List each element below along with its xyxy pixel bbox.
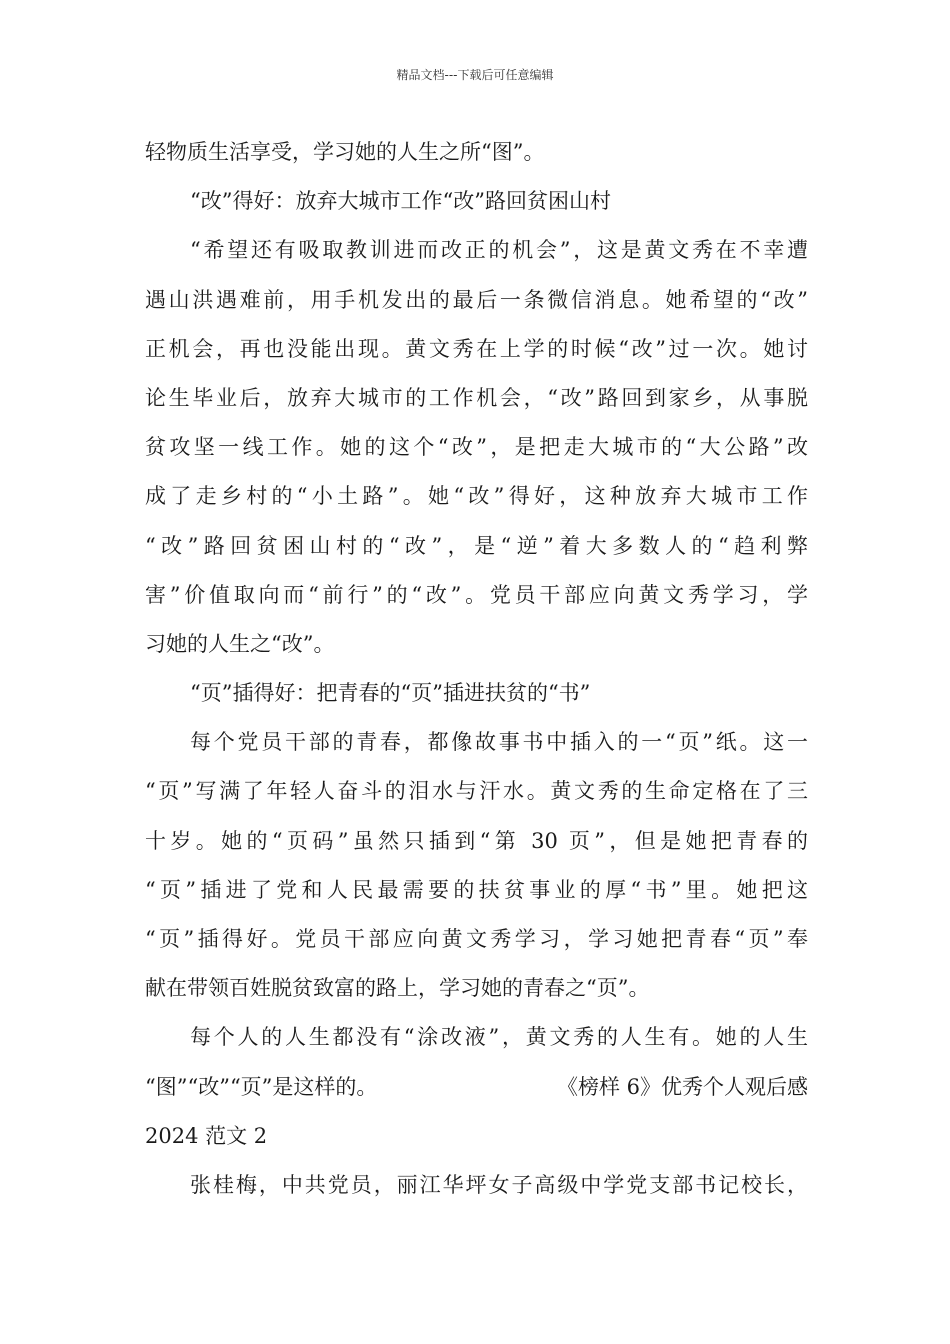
text-line: 献在带领百姓脱贫致富的路上，学习她的青春之“页”。 xyxy=(145,976,650,1001)
text-line: 张桂梅，中共党员，丽江华坪女子高级中学党支部书记校长， xyxy=(190,1172,808,1197)
text-line: 十岁。她的“页码”虽然只插到“第 30 页”，但是她把青春的 xyxy=(145,828,808,853)
document-body xyxy=(145,128,808,1210)
text-line: 正机会，再也没能出现。黄文秀在上学的时候“改”过一次。她讨 xyxy=(145,336,808,361)
text-line: “页”插得好：把青春的“页”插进扶贫的“书” xyxy=(190,681,591,706)
text-line: “改”路回贫困山村的“改”，是“逆”着大多数人的“趋利弊 xyxy=(145,533,808,558)
section-title-start: 《榜样 6》优秀个人观后感 xyxy=(556,1074,808,1099)
section-title-continuation: 2024 范文 2 xyxy=(145,1123,268,1148)
text-line: “页”插进了党和人民最需要的扶贫事业的厚“书”里。她把这 xyxy=(145,877,808,902)
text-line: 习她的人生之“改”。 xyxy=(145,631,335,656)
mixed-line xyxy=(145,1063,808,1112)
text-line: 每个人的人生都没有“涂改液”，黄文秀的人生有。她的人生 xyxy=(190,1025,808,1050)
page-header: 精品文档---下载后可任意编辑 xyxy=(396,68,554,82)
text-line: 论生毕业后，放弃大城市的工作机会，“改”路回到家乡，从事脱 xyxy=(145,385,808,410)
text-line: 贫攻坚一线工作。她的这个“改”，是把走大城市的“大公路”改 xyxy=(145,435,808,460)
text-line: 轻物质生活享受，学习她的人生之所“图”。 xyxy=(145,140,545,164)
text-line: 成了走乡村的“小土路”。她“改”得好，这种放弃大城市工作 xyxy=(145,484,808,509)
text-line: 害”价值取向而“前行”的“改”。党员干部应向黄文秀学习，学 xyxy=(145,582,808,607)
text-line: “改”得好：放弃大城市工作“改”路回贫困山村 xyxy=(190,189,611,214)
text-line: “页”写满了年轻人奋斗的泪水与汗水。黄文秀的生命定格在了三 xyxy=(145,779,808,804)
text-line: 每个党员干部的青春，都像故事书中插入的一“页”纸。这一 xyxy=(190,730,808,755)
paragraph-end-text: “图”“改”“页”是这样的。 xyxy=(145,1074,378,1099)
paragraph-lines xyxy=(145,128,808,1063)
text-line: 遇山洪遇难前，用手机发出的最后一条微信消息。她希望的“改” xyxy=(145,287,808,312)
text-line: “页”插得好。党员干部应向黄文秀学习，学习她把青春“页”奉 xyxy=(145,927,808,951)
text-line: “希望还有吸取教训进而改正的机会”，这是黄文秀在不幸遭 xyxy=(190,238,808,263)
